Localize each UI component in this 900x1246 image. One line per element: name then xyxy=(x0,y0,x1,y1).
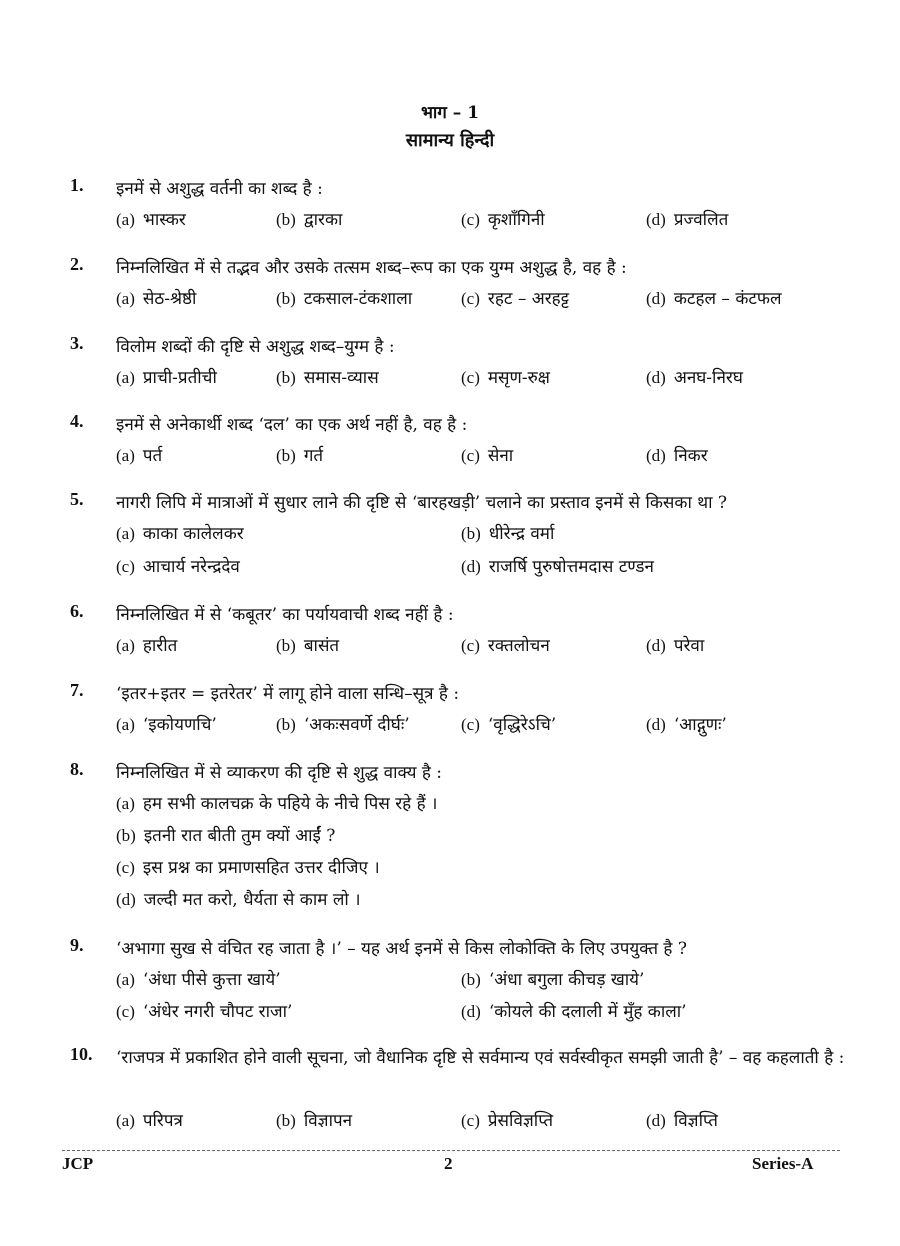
option-b: (b) टकसाल-टंकशाला xyxy=(276,289,413,309)
option-c: (c) प्रेसविज्ञप्ति xyxy=(461,1111,554,1131)
option-a: (a) प्राची-प्रतीची xyxy=(116,368,217,388)
option-b: (b) इतनी रात बीती तुम क्यों आईं ? xyxy=(116,826,336,846)
question-number: 1. xyxy=(70,175,84,195)
option-a: (a) काका कालेलकर xyxy=(116,524,244,544)
question-number: 10. xyxy=(70,1044,93,1064)
question-number: 9. xyxy=(70,935,84,955)
question-text: ‘राजपत्र में प्रकाशित होने वाली सूचना, जो वैधानिक दृष्टि से सर्वमान्य एवं सर्वस्वीकृत समझी जाती है’ – वह कहलाती है : xyxy=(116,1048,845,1068)
option-c: (c) कृशाँगिनी xyxy=(461,210,545,230)
option-b: (b) धीरेन्द्र वर्मा xyxy=(461,524,555,544)
question-text: निम्नलिखित में से तद्भव और उसके तत्सम शब्द–रूप का एक युग्म अशुद्ध है, वह है : xyxy=(116,258,627,278)
option-b: (b) बासंत xyxy=(276,636,340,656)
option-d: (d) कटहल – कंटफल xyxy=(646,289,782,309)
footer-code: JCP xyxy=(62,1154,94,1173)
question-text: निम्नलिखित में से ‘कबूतर’ का पर्यायवाची शब्द नहीं है : xyxy=(116,605,454,625)
question-text: इनमें से अशुद्ध वर्तनी का शब्द है : xyxy=(116,179,323,199)
option-d: (d) ‘आद्गुणः’ xyxy=(646,715,727,735)
option-d: (d) अनघ-निरघ xyxy=(646,368,743,388)
option-b: (b) ‘अकःसवर्णे दीर्घः’ xyxy=(276,715,410,735)
question-number: 8. xyxy=(70,759,84,779)
option-c: (c) रक्तलोचन xyxy=(461,636,550,656)
part-heading: भाग – 1 xyxy=(420,103,480,123)
option-a: (a) हारीत xyxy=(116,636,178,656)
option-d: (d) विज्ञप्ति xyxy=(646,1111,718,1131)
option-c: (c) मसृण-रुक्ष xyxy=(461,368,550,388)
question-text: इनमें से अनेकार्थी शब्द ‘दल’ का एक अर्थ नहीं है, वह है : xyxy=(116,415,468,435)
option-b: (b) समास-व्यास xyxy=(276,368,379,388)
question-number: 2. xyxy=(70,254,84,274)
question-number: 6. xyxy=(70,601,84,621)
subject-heading: सामान्य हिन्दी xyxy=(405,130,495,151)
option-c: (c) आचार्य नरेन्द्रदेव xyxy=(116,557,240,577)
question-text: विलोम शब्दों की दृष्टि से अशुद्ध शब्द–युग्म है : xyxy=(116,337,395,357)
option-b: (b) विज्ञापन xyxy=(276,1111,353,1131)
question-number: 4. xyxy=(70,411,84,431)
option-d: (d) परेवा xyxy=(646,636,705,656)
question-number: 3. xyxy=(70,333,84,353)
option-b: (b) गर्त xyxy=(276,446,324,466)
option-b: (b) द्वारका xyxy=(276,210,343,230)
question-text: ‘इतर+इतर = इतरेतर’ में लागू होने वाला सन्धि–सूत्र है : xyxy=(116,684,460,704)
page-number: 2 xyxy=(444,1154,453,1173)
option-c: (c) ‘अंधेर नगरी चौपट राजा’ xyxy=(116,1002,293,1022)
option-c: (c) इस प्रश्न का प्रमाणसहित उत्तर दीजिए । xyxy=(116,858,380,878)
option-a: (a) भास्कर xyxy=(116,210,186,230)
question-text: निम्नलिखित में से व्याकरण की दृष्टि से शुद्ध वाक्य है : xyxy=(116,763,443,783)
footer-divider xyxy=(62,1150,840,1151)
option-b: (b) ‘अंधा बगुला कीचड़ खाये’ xyxy=(461,970,645,990)
option-c: (c) सेना xyxy=(461,446,514,466)
question-number: 5. xyxy=(70,489,84,509)
option-d: (d) निकर xyxy=(646,446,708,466)
footer-series: Series-A xyxy=(752,1154,814,1173)
question-number: 7. xyxy=(70,680,84,700)
option-d: (d) जल्दी मत करो, धैर्यता से काम लो । xyxy=(116,890,361,910)
option-a: (a) परिपत्र xyxy=(116,1111,183,1131)
option-c: (c) रहट – अरहट्ट xyxy=(461,289,570,309)
option-c: (c) ‘वृद्धिरेऽचि’ xyxy=(461,715,557,735)
option-a: (a) सेठ-श्रेष्ठी xyxy=(116,289,197,309)
option-d: (d) प्रज्वलित xyxy=(646,210,729,230)
option-d: (d) ‘कोयले की दलाली में मुँह काला’ xyxy=(461,1002,687,1022)
question-text: ‘अभागा सुख से वंचित रह जाता है ।’ – यह अर्थ इनमें से किस लोकोक्ति के लिए उपयुक्त है ? xyxy=(116,939,687,959)
option-a: (a) हम सभी कालचक्र के पहिये के नीचे पिस रहे हैं । xyxy=(116,794,438,814)
question-text: नागरी लिपि में मात्राओं में सुधार लाने की दृष्टि से ‘बारहखड़ी’ चलाने का प्रस्ताव इनमें से किसका था ? xyxy=(116,493,728,513)
option-a: (a) ‘अंधा पीसे कुत्ता खाये’ xyxy=(116,970,281,990)
option-a: (a) पर्त xyxy=(116,446,163,466)
option-d: (d) राजर्षि पुरुषोत्तमदास टण्डन xyxy=(461,557,654,577)
option-a: (a) ‘इकोयणचि’ xyxy=(116,715,217,735)
